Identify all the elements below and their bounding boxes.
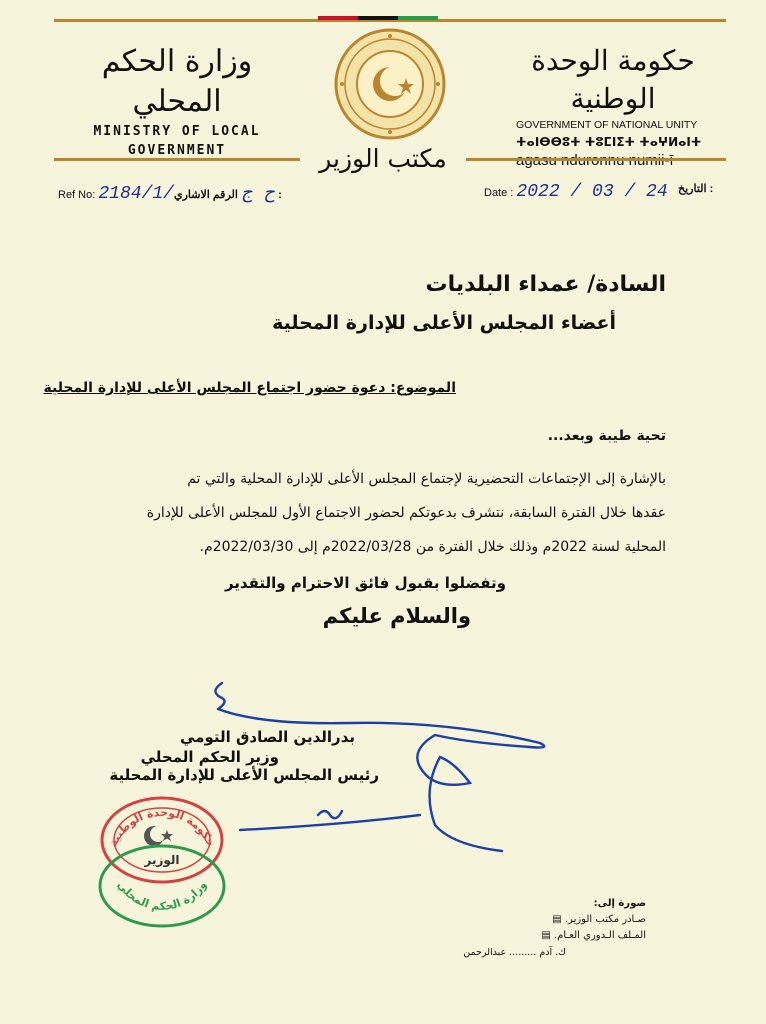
- svg-text:وزارة الحكم المحلي: [115, 879, 210, 913]
- ref-label-ar: الرقم الاشاري :: [173, 189, 282, 201]
- official-stamp-icon: [92, 790, 232, 930]
- copies-item-1-text: صـادر مكتب الوزير.: [564, 914, 646, 925]
- document-icon: ▤: [552, 914, 562, 925]
- government-name-tifinagh: ⵜⴰⵏⴱⴱⵓⵜ ⵜⵓⵎⵏⵉⵜ ⵜⴰⵖⵍⴰⵏⵜ: [516, 135, 702, 149]
- ministry-name-en-1: MINISTRY OF LOCAL: [93, 124, 261, 139]
- office-title: مكتب الوزير: [319, 144, 447, 173]
- copies-item-1: [552, 914, 646, 925]
- stamp-center-text: الوزير: [144, 853, 180, 867]
- copies-heading: صورة إلى:: [593, 898, 646, 909]
- date-label-ar: : التاريخ: [678, 183, 714, 195]
- state-emblem-icon: [334, 28, 446, 140]
- ministry-name-ar: وزارة الحكم المحلي: [101, 44, 253, 119]
- government-header: [498, 42, 728, 171]
- copies-item-2-text: المـلف الـدوري العـام.: [553, 930, 646, 941]
- reference-line: [58, 182, 282, 204]
- body-line-1: بالإشارة إلى الإجتماعات التحضيرية لإجتماع المجلس الأعلى للإدارة المحلية والتي تم: [187, 471, 666, 487]
- handwritten-signature-icon: [200, 665, 560, 865]
- ref-number: 2184/1/ح ج: [98, 184, 276, 204]
- flag-strip: [318, 16, 438, 20]
- addressee-line-1: السادة/ عمداء البلديات: [425, 272, 666, 297]
- subject-line: الموضوع: دعوة حضور اجتماع المجلس الأعلى للإدارة المحلية: [43, 380, 456, 396]
- body-line-3: المحلية لسنة 2022م وذلك خلال الفترة من 2022/03/28م إلى 2022/03/30م.: [199, 539, 666, 555]
- addressee-line-2: أعضاء المجلس الأعلى للإدارة المحلية: [272, 312, 616, 334]
- date-line: [484, 182, 668, 202]
- date-value: 2022 / 03 / 24: [516, 182, 668, 202]
- greeting: تحية طيبة وبعد...: [547, 428, 666, 444]
- date-label-en: Date :: [484, 187, 514, 199]
- government-name-en: GOVERNMENT OF NATIONAL UNITY: [516, 119, 698, 131]
- signatory-name: بدرالدين الصادق التومي: [179, 728, 355, 746]
- government-name-ar: حكومة الوحدة الوطنية: [531, 44, 695, 115]
- stamp-bottom-text: وزارة الحكم المحلي: [114, 878, 210, 913]
- closing-line-1: وتفضلوا بقبول فائق الاحترام والتقدير: [224, 574, 506, 592]
- signatory-title-1: وزير الحكم المحلي: [140, 748, 279, 766]
- ministry-name-en-2: GOVERNMENT: [127, 143, 227, 158]
- stamp-top-text: حكومة الوحدة الوطنية: [106, 805, 218, 849]
- ministry-header: [62, 42, 292, 160]
- ref-label-en: Ref No:: [58, 189, 96, 201]
- body-line-2: عقدها خلال الفترة السابقة، نتشرف بدعوتكم لحضور الاجتماع الأول للمجلس الأعلى للإدارة: [146, 505, 666, 521]
- government-name-latin: [516, 151, 728, 171]
- closing-line-2: والسلام عليكم: [322, 604, 471, 628]
- document-icon: ▤: [541, 930, 551, 941]
- divider-right: [466, 158, 726, 161]
- copies-item-3: ك. آدم ......... عبدالرحمن: [463, 947, 566, 958]
- copies-item-2: [541, 930, 646, 941]
- letter-body: [106, 462, 666, 564]
- divider-left: [54, 158, 300, 161]
- signatory-title-2: رئيس المجلس الأعلى للإدارة المحلية: [109, 766, 379, 784]
